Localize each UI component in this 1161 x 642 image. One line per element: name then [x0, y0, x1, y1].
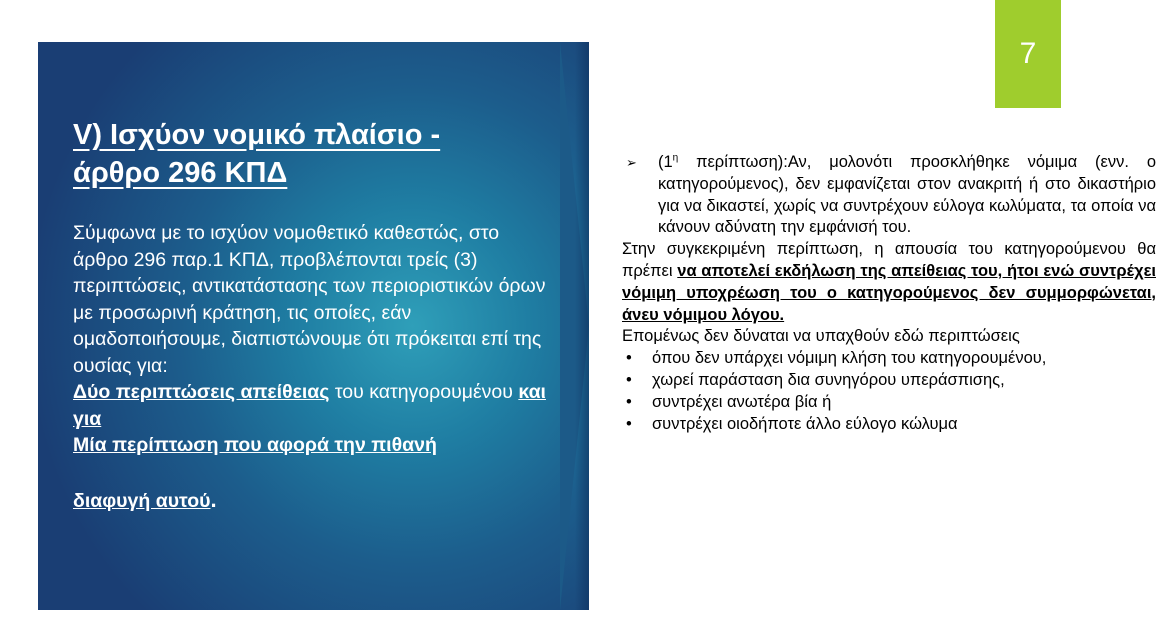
explanation-emphasis: να αποτελεί εκδήλωση της απείθειας του, ήτοι ενώ συντρέχει νόμιμη υποχρέωση του ο κατηγορούμενος δεν συμμορφώνεται, άνευ νόμιμου λόγου. — [622, 261, 1156, 324]
list-item-text: συντρέχει ανωτέρα βία ή — [652, 392, 832, 411]
title-line-1: V) Ισχύον νομικό πλαίσιο - — [73, 119, 441, 151]
escape-line — [73, 487, 553, 515]
slide-number: 7 — [995, 0, 1061, 108]
explanation-paragraph — [622, 239, 1156, 326]
intro-body — [73, 220, 553, 514]
cases-disobedience: Δύο περιπτώσεις απείθειας — [73, 381, 330, 403]
escape-case-text: Μία περίπτωση που αφορά την πιθανή — [73, 434, 437, 456]
slide-title — [73, 116, 553, 192]
bullet-icon: • — [626, 414, 632, 433]
content-body — [622, 152, 1156, 435]
case-superscript: η — [672, 152, 679, 164]
bullet-icon: • — [626, 349, 632, 368]
list-item — [622, 348, 1156, 370]
list-item-text: συντρέχει οιοδήποτε άλλο εύλογο κώλυμα — [652, 414, 958, 433]
bullet-icon: • — [626, 392, 632, 411]
list-item — [622, 370, 1156, 392]
list-item — [622, 414, 1156, 436]
list-item-text: όπου δεν υπάρχει νόμιμη κλήση του κατηγορουμένου, — [652, 349, 1047, 368]
explanation-text: Στην συγκεκριμένη περίπτωση, η απουσία του κατηγορούμενου θα πρέπει — [622, 240, 1156, 280]
bullet-icon: • — [626, 370, 632, 389]
title-panel — [38, 42, 589, 610]
and-for-text: και για — [73, 381, 546, 430]
arrow-bullet-icon: ➢ — [626, 155, 637, 170]
exclusions-intro: Επομένως δεν δύναται να υπαχθούν εδώ περιπτώσεις — [622, 327, 1020, 346]
case-text: περίπτωση):Αν, μολονότι προσκλήθηκε νόμιμα (ενν. ο κατηγορούμενος), δεν εμφανίζεται στον ανακριτή ή στο δικαστήριο για να δικαστεί, χωρίς να συντρέχουν εύλογα κωλύματα, τα οποία να κάνουν αδύνατη την εμφάνισή του. — [658, 153, 1156, 237]
list-item-text: χωρεί παράσταση δια συνηγόρου υπεράσπισης, — [652, 370, 1005, 389]
defendant-text: του κατηγορουμένου — [329, 381, 519, 403]
first-case-item — [622, 152, 1156, 239]
case-prefix: (1 — [658, 153, 673, 171]
intro-text: Σύμφωνα με το ισχύον νομοθετικό καθεστώς, στο άρθρο 296 παρ.1 ΚΠΔ, προβλέπονται τρείς (3) περιπτώσεις, αντικατάστασης των περιοριστικών όρων με προσωρινή κράτηση, τις οποίες, εάν ομαδοποιήσουμε, διαπιστώνουμε ότι πρόκειται επί της ουσίας για: — [73, 222, 546, 377]
list-item — [622, 392, 1156, 414]
end-dot: . — [210, 486, 217, 512]
title-line-2: άρθρο 296 ΚΠΔ — [73, 157, 288, 189]
escape-text: διαφυγή αυτού — [73, 489, 211, 512]
panel-edge-shade — [575, 42, 589, 610]
